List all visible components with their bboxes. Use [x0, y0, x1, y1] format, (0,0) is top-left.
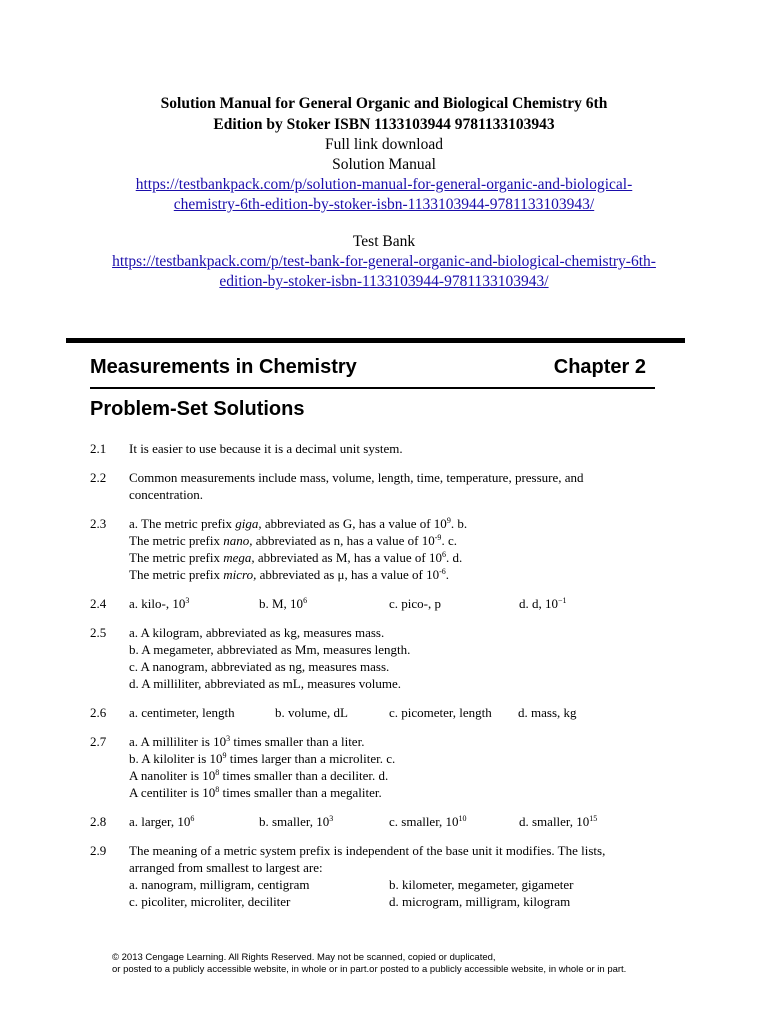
answer-line	[129, 515, 650, 532]
problem-answer	[129, 842, 650, 910]
copyright-footer	[112, 952, 626, 976]
text-run: The metric prefix	[129, 533, 224, 548]
answer-c: c. pico-, p	[389, 596, 441, 611]
answer-a: a. larger, $10^6$	[129, 814, 195, 829]
answer-d: d. microgram, milligram, kilogram	[389, 894, 571, 909]
answer-line: A centiliter is $10^8$ times smaller than a megaliter.	[129, 785, 382, 800]
prefix-term: mega,	[223, 550, 255, 565]
problem-2-3	[90, 515, 650, 583]
problem-answer	[129, 469, 650, 503]
problem-number: 2.9	[90, 843, 107, 858]
problem-list	[90, 440, 650, 922]
text-run: . c.	[441, 533, 457, 548]
problem-number: 2.8	[90, 814, 107, 829]
problem-answer	[129, 813, 650, 830]
problem-answer: It is easier to use because it is a decimal unit system.	[129, 441, 403, 456]
full-link-label: Full link download	[325, 136, 443, 153]
answer-grid	[129, 876, 650, 910]
test-bank-link[interactable]	[112, 253, 656, 290]
copyright-line2: or posted to a publicly accessible website, in whole or in part.or posted to a publicly accessible website, in whole or in part.	[112, 964, 627, 975]
prefix-term: micro,	[223, 567, 257, 582]
copyright-line1: © 2013 Cengage Learning. All Rights Reserved. May not be scanned, copied or duplicated,	[112, 952, 496, 963]
problem-number: 2.2	[90, 470, 107, 485]
problem-2-7	[90, 733, 650, 801]
solution-manual-url-line1[interactable]: https://testbankpack.com/p/solution-manual-for-general-organic-and-biological-	[135, 176, 633, 193]
problem-number: 2.7	[90, 734, 107, 749]
answer-line: The meaning of a metric system prefix is independent of the base unit it modifies. The lists,	[129, 843, 606, 858]
exponent: -6	[439, 567, 446, 576]
solution-manual-url-line2[interactable]: chemistry-6th-edition-by-stoker-isbn-1133103944-9781133103943/	[173, 196, 595, 213]
document-header	[0, 93, 768, 292]
problem-answer	[129, 595, 650, 612]
text-run: .	[445, 567, 450, 582]
answer-d: d. mass, kg	[518, 705, 577, 720]
answer-line: concentration.	[129, 487, 203, 502]
problem-2-9	[90, 842, 650, 910]
problem-number: 2.3	[90, 516, 107, 531]
answer-line: a. A milliliter is $10^3$ times smaller than a liter.	[129, 734, 365, 749]
document-title-line1: Solution Manual for General Organic and Biological Chemistry 6th	[160, 95, 608, 112]
answer-b: b. A megameter, abbreviated as Mm, measures length.	[129, 642, 411, 657]
test-bank-url-line2[interactable]: edition-by-stoker-isbn-1133103944-9781133103943/	[219, 273, 549, 290]
test-bank-url-line1[interactable]: https://testbankpack.com/p/test-bank-for-general-organic-and-biological-chemistry-6th-	[112, 253, 656, 270]
text-run: a. The metric prefix	[129, 516, 236, 531]
problem-2-5	[90, 624, 650, 692]
problem-number: 2.5	[90, 625, 107, 640]
text-run: . b.	[450, 516, 468, 531]
answer-b: b. M, $10^6$	[259, 596, 308, 611]
answer-c: c. picoliter, microliter, deciliter	[129, 894, 291, 909]
exponent: 6	[442, 550, 446, 559]
answer-line	[129, 566, 650, 583]
answer-b: b. kilometer, megameter, gigameter	[389, 877, 574, 892]
answer-line	[129, 549, 650, 566]
chapter-rule	[90, 387, 655, 389]
answer-c: c. A nanogram, abbreviated as ng, measures mass.	[129, 659, 390, 674]
answer-a: a. centimeter, length	[129, 705, 235, 720]
problem-answer	[129, 704, 650, 721]
answer-b: b. smaller, $10^3$	[259, 814, 334, 829]
problem-2-8	[90, 813, 650, 830]
text-run: abbreviated as μ, has a value of 10	[256, 567, 440, 582]
exponent: 9	[446, 516, 451, 525]
problem-answer	[129, 733, 650, 801]
problem-number: 2.1	[90, 441, 107, 456]
solution-manual-label: Solution Manual	[332, 156, 436, 173]
top-rule	[66, 338, 685, 343]
answer-line	[129, 532, 650, 549]
answer-d: d. d, $10^{-1}$	[519, 596, 567, 611]
text-run: abbreviated as G, has a value of 10	[261, 516, 447, 531]
section-heading: Problem-Set Solutions	[90, 398, 305, 420]
answer-a: a. A kilogram, abbreviated as kg, measures mass.	[129, 625, 385, 640]
problem-answer	[129, 515, 650, 583]
answer-line: b. A kiloliter is $10^9$ times larger than a microliter. c.	[129, 751, 396, 766]
exponent: -9	[434, 533, 442, 542]
answer-line: A nanoliter is $10^8$ times smaller than a deciliter. d.	[129, 768, 389, 783]
answer-b: b. volume, dL	[275, 705, 348, 720]
answer-d: d. smaller, $10^{15}$	[519, 814, 598, 829]
solution-manual-link[interactable]	[136, 176, 633, 213]
problem-2-2	[90, 469, 650, 503]
chapter-heading	[90, 356, 646, 379]
text-run: The metric prefix	[129, 567, 224, 582]
answer-line: arranged from smallest to largest are:	[129, 860, 323, 875]
answer-c: c. picometer, length	[389, 705, 492, 720]
prefix-term: nano,	[223, 533, 253, 548]
chapter-label: Chapter 2	[553, 356, 646, 378]
problem-2-1	[90, 440, 650, 457]
text-run: The metric prefix	[129, 550, 224, 565]
problem-number: 2.4	[90, 596, 107, 611]
test-bank-label: Test Bank	[352, 233, 416, 250]
problem-2-4	[90, 595, 650, 612]
answer-c: c. smaller, $10^{10}$	[389, 814, 467, 829]
text-run: abbreviated as M, has a value of 10	[254, 550, 442, 565]
problem-number: 2.6	[90, 705, 107, 720]
text-run: abbreviated as n, has a value of 10	[252, 533, 435, 548]
problem-2-6	[90, 704, 650, 721]
chapter-title: Measurements in Chemistry	[90, 356, 357, 378]
prefix-term: giga,	[235, 516, 262, 531]
answer-line: Common measurements include mass, volume, length, time, temperature, pressure, and	[129, 470, 584, 485]
answer-a: a. kilo-, $10^3$	[129, 596, 190, 611]
problem-answer	[129, 624, 650, 692]
answer-a: a. nanogram, milligram, centigram	[129, 877, 310, 892]
text-run: . d.	[446, 550, 463, 565]
answer-d: d. A milliliter, abbreviated as mL, measures volume.	[129, 676, 402, 691]
document-title-line2: Edition by Stoker ISBN 1133103944 9781133103943	[213, 116, 555, 133]
